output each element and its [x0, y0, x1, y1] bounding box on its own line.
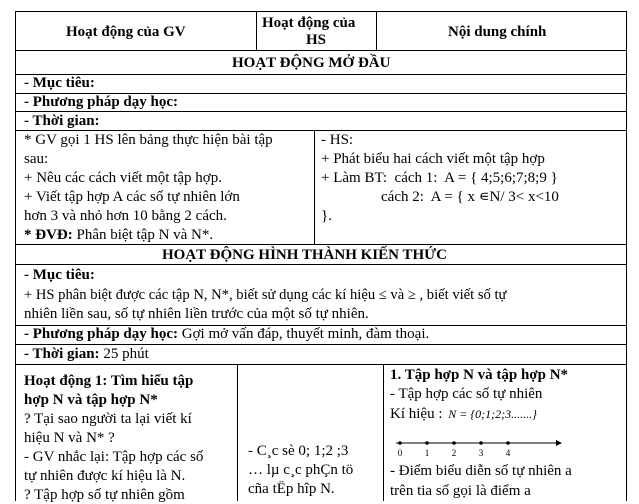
activity1-gv-line: tự nhiên được kí hiệu là N. [24, 468, 186, 484]
section1-thoi-gian: - Thời gian: [24, 113, 100, 129]
activity1-gv-line: ? Tập hợp số tự nhiên gồm [24, 487, 185, 503]
section1-title: HOẠT ĐỘNG MỞ ĐẦU [232, 55, 391, 71]
content-line: - Điểm biểu diễn số tự nhiên a [390, 463, 572, 479]
content-formula: N = {0;1;2;3.......} [448, 407, 537, 421]
section1-row-rule-2 [15, 111, 627, 112]
header-col-divider-1 [256, 11, 257, 50]
section1-muc-tieu: - Mục tiêu: [24, 75, 95, 91]
section1-hs-line: cách 2: A = { x ∊N/ 3< x<10 [321, 189, 559, 205]
section1-hs-line: + Làm BT: cách 1: A = { 4;5;6;7;8;9 } [321, 170, 558, 186]
section1-hs-line: - HS: [321, 132, 354, 148]
activity1-gv-line: - GV nhắc lại: Tập hợp các số [24, 449, 204, 465]
activity1-title-line1: Hoạt động 1: Tìm hiểu tập [24, 373, 194, 389]
section1-title-rule [15, 74, 627, 75]
header-hs-line1: Hoạt động của [262, 15, 356, 31]
number-line-point [425, 441, 429, 445]
number-line-point [398, 441, 402, 445]
section1-hs-line: + Phát biểu hai cách viết một tập hợp [321, 151, 545, 167]
section2-muc-tieu: - Mục tiêu: [24, 267, 95, 283]
activity1-hs-line: - C¸c sè 0; 1;2 ;3 [248, 443, 349, 459]
activity1-hs-line: … lµ c¸c phÇn tö [248, 462, 354, 478]
number-line-label: 3 [478, 448, 484, 458]
section1-dvd [24, 227, 213, 244]
section2-phuong-phap-text: Gợi mở vấn đáp, thuyết minh, đàm thoại. [178, 326, 430, 342]
section1-row-rule-3 [15, 130, 627, 131]
section2-title: HOẠT ĐỘNG HÌNH THÀNH KIẾN THỨC [162, 247, 447, 263]
activity-col-divider-2 [383, 364, 384, 501]
section1-gv-line: * GV gọi 1 HS lên bảng thực hiện bài tập [24, 132, 273, 148]
section2-thoi-gian-text: 25 phút [99, 346, 149, 362]
content-kihieu [390, 406, 537, 423]
activity-col-divider-1 [237, 364, 238, 501]
section2-rule-2 [15, 344, 627, 345]
activity1-title-line2: hợp N và tập hợp N* [24, 392, 158, 408]
section2-thoi-gian-label: - Thời gian: [24, 346, 100, 362]
table-border-left [15, 11, 16, 501]
section1-gv-line: + Nêu các cách viết một tập hợp. [24, 170, 222, 186]
section1-dvd-text: Phân biệt tập N và N*. [72, 227, 214, 243]
section2-phuong-phap [24, 326, 429, 343]
section1-dvd-label: * ĐVĐ: [24, 227, 73, 243]
activity-top-rule [15, 364, 627, 365]
number-line-point [452, 441, 456, 445]
section1-gv-line: hơn 3 và nhỏ hơn 10 bằng 2 cách. [24, 208, 227, 224]
number-line-label: 1 [424, 448, 430, 458]
content-line: - Tập hợp các số tự nhiên [390, 386, 543, 402]
header-bottom-rule [15, 50, 627, 51]
section2-title-rule [15, 264, 627, 265]
section1-hs-line: }. [321, 208, 332, 224]
section2-phuong-phap-label: - Phương pháp dạy học: [24, 326, 179, 342]
header-gv: Hoạt động của GV [66, 24, 186, 40]
number-line-point [479, 441, 483, 445]
content-title: 1. Tập hợp N và tập hợp N* [390, 367, 569, 383]
number-line-label: 2 [451, 448, 457, 458]
number-line-point [506, 441, 510, 445]
number-line [394, 434, 564, 458]
section2-line: nhiên liền sau, số tự nhiên liền trước của một số tự nhiên. [24, 306, 369, 322]
number-line-arrow [556, 440, 562, 446]
number-line-label: 0 [397, 448, 403, 458]
table-border-right [626, 11, 627, 501]
activity1-gv-line: ? Tại sao người ta lại viết kí [24, 411, 192, 427]
section2-top-rule [15, 244, 627, 245]
section2-thoi-gian [24, 346, 149, 363]
content-kihieu-label: Kí hiệu : [390, 406, 443, 422]
content-line: trên tia số gọi là điểm a [390, 483, 531, 499]
header-col-divider-2 [376, 11, 377, 50]
table-border-top [15, 11, 627, 12]
activity1-gv-line: hiệu N và N* ? [24, 430, 115, 446]
section1-gv-line: + Viết tập hợp A các số tự nhiên lớn [24, 189, 240, 205]
section1-col-divider [314, 130, 315, 244]
section1-gv-line: sau: [24, 151, 49, 167]
header-hs-line2: HS [306, 32, 327, 48]
header-content: Nội dung chính [448, 24, 547, 40]
activity1-hs-line: cña tËp hîp N. [248, 481, 335, 497]
section1-phuong-phap: - Phương pháp dạy học: [24, 94, 179, 110]
number-line-label: 4 [505, 448, 511, 458]
section2-line: + HS phân biệt được các tập N, N*, biết sử dụng các kí hiệu ≤ và ≥ , biết viết số tự [24, 287, 507, 303]
